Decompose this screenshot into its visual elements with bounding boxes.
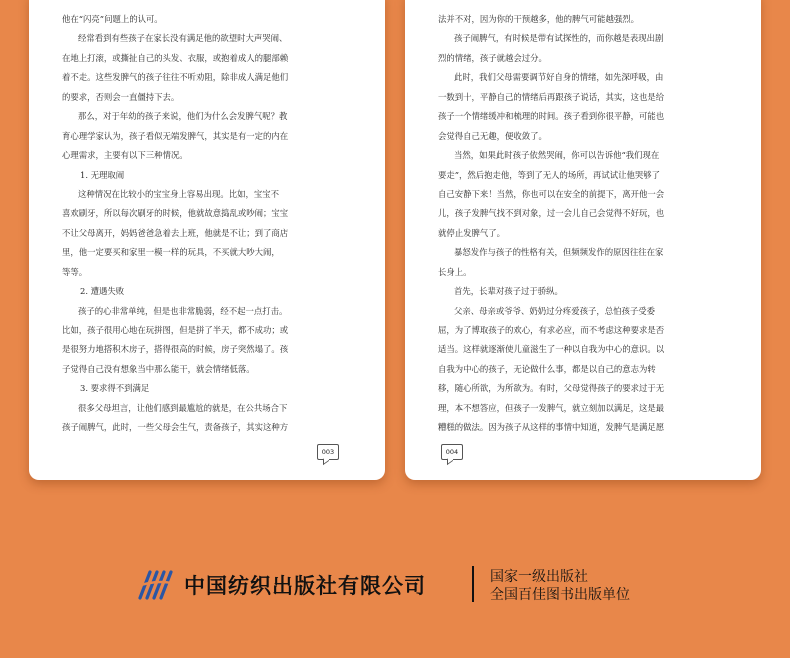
text-line: 不让父母离开，妈妈爸爸急着去上班，他就是不让；到了商店 <box>62 227 289 238</box>
text-line: 首先，长辈对孩子过于骄纵。 <box>454 286 563 297</box>
publisher-tagline-2: 全国百佳图书出版单位 <box>490 587 630 603</box>
page-number-right: 004 <box>441 444 463 460</box>
text-line: 此时，我们父母需要调节好自身的情绪，如先深呼吸，由 <box>454 72 664 83</box>
text-line: 自我为中心的孩子，无论做什么事，都是以自己的意志为转 <box>438 363 656 374</box>
text-line: 暴怒发作与孩子的性格有关，但频频发作的原因往往在家 <box>454 247 664 258</box>
text-line: 等等。 <box>62 266 88 277</box>
text-line: 糟糕的做法。因为孩子从这样的事情中知道，发脾气是满足愿 <box>438 422 665 433</box>
text-line: 这种情况在比较小的宝宝身上容易出现。比如，宝宝不 <box>78 188 279 199</box>
text-line: 子觉得自己没有想象当中那么能干，就会情绪低落。 <box>62 363 255 374</box>
text-line: 孩子闹脾气，此时，一些父母会生气，责备孩子，其实这种方 <box>62 422 289 433</box>
text-line: 那么，对于年幼的孩子来说，他们为什么会发脾气呢？教 <box>78 111 288 122</box>
page-text-right <box>438 10 730 438</box>
text-line: 长身上。 <box>438 266 472 277</box>
publisher-tagline-1: 国家一级出版社 <box>490 569 588 585</box>
text-line: 里，他一定要买和家里一模一样的玩具，不买就大吵大闹， <box>62 247 280 258</box>
text-line: 经常看到有些孩子在家长没有满足他的欲望时大声哭闹、 <box>78 33 288 44</box>
page-text-left <box>62 10 354 438</box>
publisher-logo-icon <box>136 568 174 600</box>
text-line: 比如，孩子很用心地在玩拼图，但是拼了半天，都不成功；或 <box>62 325 289 335</box>
text-line: 孩子闹脾气，有时候是带有试探性的，而你越是表现出剧 <box>454 33 664 44</box>
text-line: 屈，为了博取孩子的欢心，有求必应，而不考虑这种要求是否 <box>438 325 665 335</box>
text-line: 会觉得自己无趣，便收敛了。 <box>438 130 547 141</box>
page-number-left: 003 <box>317 444 339 460</box>
text-line: 育心理学家认为，孩子看似无端发脾气，其实是有一定的内在 <box>62 130 289 141</box>
text-line: 孩子的心非常单纯，但是也非常脆弱，经不起一点打击。 <box>78 305 288 316</box>
text-line: 是很努力地搭积木房子，搭得很高的时候，房子突然塌了。孩 <box>62 344 289 355</box>
text-line: 心理需求，主要有以下三种情况。 <box>62 150 188 161</box>
text-line: 孩子一个情绪缓冲和梳理的时间。孩子看到你很平静，可能也 <box>438 111 665 122</box>
text-line: 儿，孩子发脾气找不到对象，过一会儿自己会觉得不好玩，也 <box>438 208 665 219</box>
footer-divider <box>472 566 474 602</box>
publisher-footer <box>0 560 790 620</box>
text-line: 适当。这样就逐渐使儿童滋生了一种以自我为中心的意识。以 <box>438 344 665 355</box>
text-line: 当然，如果此时孩子依然哭闹，你可以告诉他“我们现在 <box>454 150 660 161</box>
text-line: 烈的情绪，孩子就越会过分。 <box>438 52 547 63</box>
text-line: 父亲、母亲或爷爷、奶奶过分疼爱孩子，总怕孩子受委 <box>454 305 655 316</box>
text-line: 喜欢刷牙，所以每次刷牙的时候，他就故意捣乱或吵闹；宝宝 <box>62 208 289 219</box>
text-line: 要走”，然后抱走他，等到了无人的场所，再试试让他哭够了 <box>438 169 661 180</box>
text-line: 3. 要求得不到满足 <box>80 383 150 394</box>
text-line: 1. 无理取闹 <box>80 169 125 180</box>
text-line: 理，本不想答应，但孩子一发脾气，就立刻加以满足，这是最 <box>438 402 665 413</box>
text-line: 他在“闪亮”问题上的认可。 <box>62 14 163 24</box>
text-line: 2. 遭遇失败 <box>80 286 125 297</box>
publisher-name: 中国纺织出版社有限公司 <box>184 574 426 598</box>
text-line: 很多父母坦言，让他们感到最尴尬的就是，在公共场合下 <box>78 402 288 413</box>
text-line: 自己安静下来！当然，你也可以在安全的前提下，离开他一会 <box>438 188 665 199</box>
book-page-right <box>405 0 761 480</box>
text-line: 就停止发脾气了。 <box>438 227 505 238</box>
text-line: 移，随心所欲，为所欲为。有时，父母觉得孩子的要求过于无 <box>438 383 665 394</box>
text-line: 在地上打滚，或撕扯自己的头发、衣服，或抱着成人的腿部赖 <box>62 52 289 63</box>
text-line: 一数到十，平静自己的情绪后再跟孩子说话，其实，这也是给 <box>438 91 665 102</box>
text-line: 的要求，否则会一直僵持下去。 <box>62 91 180 102</box>
text-line: 着不走。这些发脾气的孩子往往不听劝阻，除非成人满足他们 <box>62 72 289 83</box>
text-line: 法并不对，因为你的干预越多，他的脾气可能越强烈。 <box>438 14 639 24</box>
book-page-left <box>29 0 385 480</box>
